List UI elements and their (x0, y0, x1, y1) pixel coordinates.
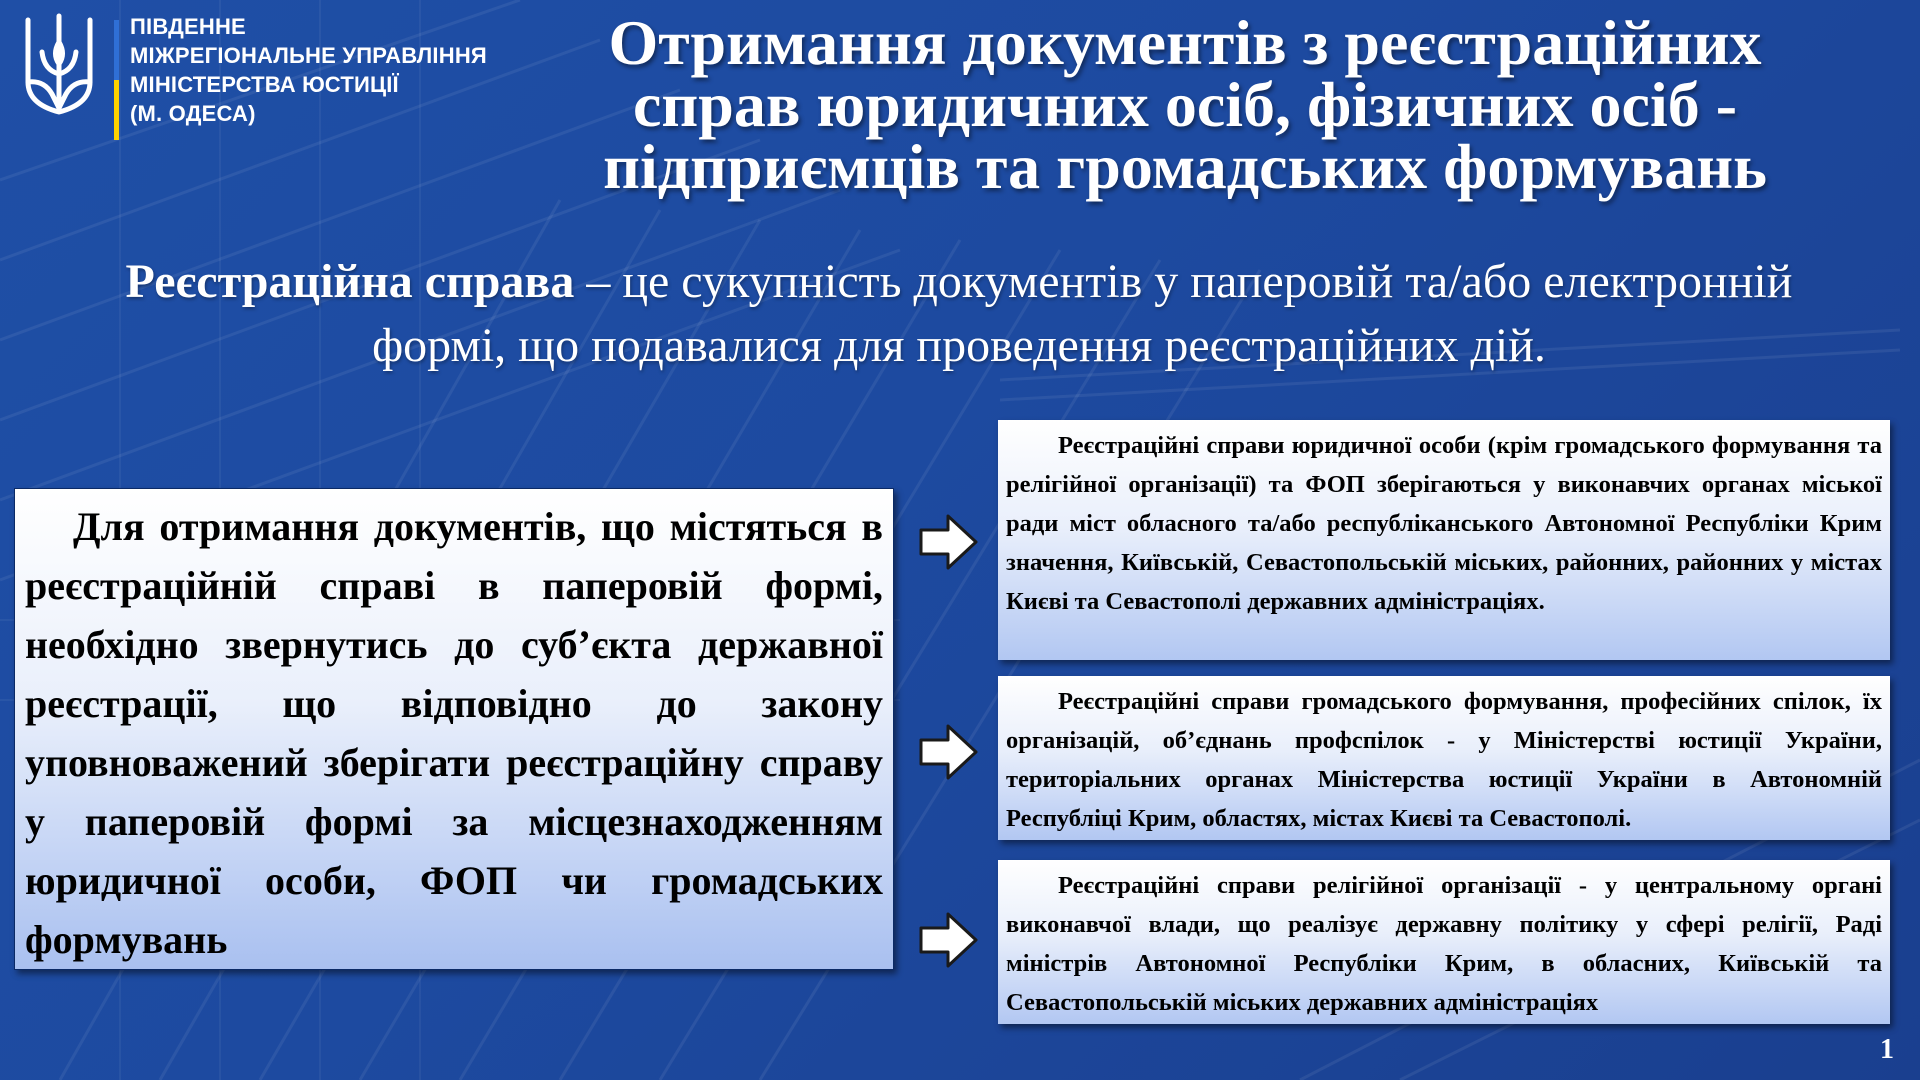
ministry-logo (20, 12, 500, 126)
info-box-public-formations: Реєстраційні справи громадського формування, професійних спілок, їх організацій, об’єднань профспілок - у Міністерстві юстиції України, територіальних органах Міністерства юстиції України в Автономній Республіці Крим, областях, містах Києві та Севастополі. (998, 676, 1890, 840)
logo-flag-bar (114, 20, 119, 140)
definition-text-line1: – це сукупність документів у паперовій та/або електронній (574, 255, 1793, 308)
arrow-right-icon (918, 722, 980, 782)
title-line: справ юридичних осіб, фізичних осіб - (632, 69, 1738, 140)
trident-icon (20, 12, 98, 122)
info-box-legal-entities: Реєстраційні справи юридичної особи (крім громадського формування та релігійної організації) та ФОП зберігаються у виконавчих органах міської ради міст обласного та/або республіканського Автономної Республіки Крим значення, Київській, Севастопольській міських, районних, районних у містах Києві та Севастополі державних адміністраціях. (998, 420, 1890, 660)
title-line: підприємців та громадських формувань (603, 131, 1767, 202)
logo-line: МІНІСТЕРСТВА ЮСТИЦІЇ (130, 72, 399, 97)
page-title (505, 7, 1865, 202)
definition-text-line2: формі, що подавалися для проведення реєстраційних дій. (372, 319, 1546, 372)
logo-line: МІЖРЕГІОНАЛЬНЕ УПРАВЛІННЯ (130, 43, 487, 68)
logo-line: (М. ОДЕСА) (130, 101, 256, 126)
info-box-religious-organizations: Реєстраційні справи релігійної організації - у центральному органі виконавчої влади, що реалізує державну політику у сфері релігії, Раді міністрів Автономної Республіки Крим, в обласних, Київській та Севастопольській міських державних адміністраціях (998, 860, 1890, 1024)
main-info-box: Для отримання документів, що містяться в реєстраційній справі в паперовій формі, необхідно звернутись до суб’єкта державної реєстрації, що відповідно до закону уповноважений зберігати реєстраційну справу у паперовій формі за місцезнаходженням юридичної особи, ФОП чи громадських формувань (14, 488, 894, 970)
logo-text (130, 12, 487, 128)
arrow-right-icon (918, 512, 980, 572)
definition-term: Реєстраційна справа (125, 255, 575, 308)
definition-paragraph (14, 250, 1904, 378)
arrow-right-icon (918, 910, 980, 970)
logo-line: ПІВДЕННЕ (130, 14, 246, 39)
page-number: 1 (1880, 1034, 1894, 1065)
title-line: Отримання документів з реєстраційних (608, 7, 1762, 78)
